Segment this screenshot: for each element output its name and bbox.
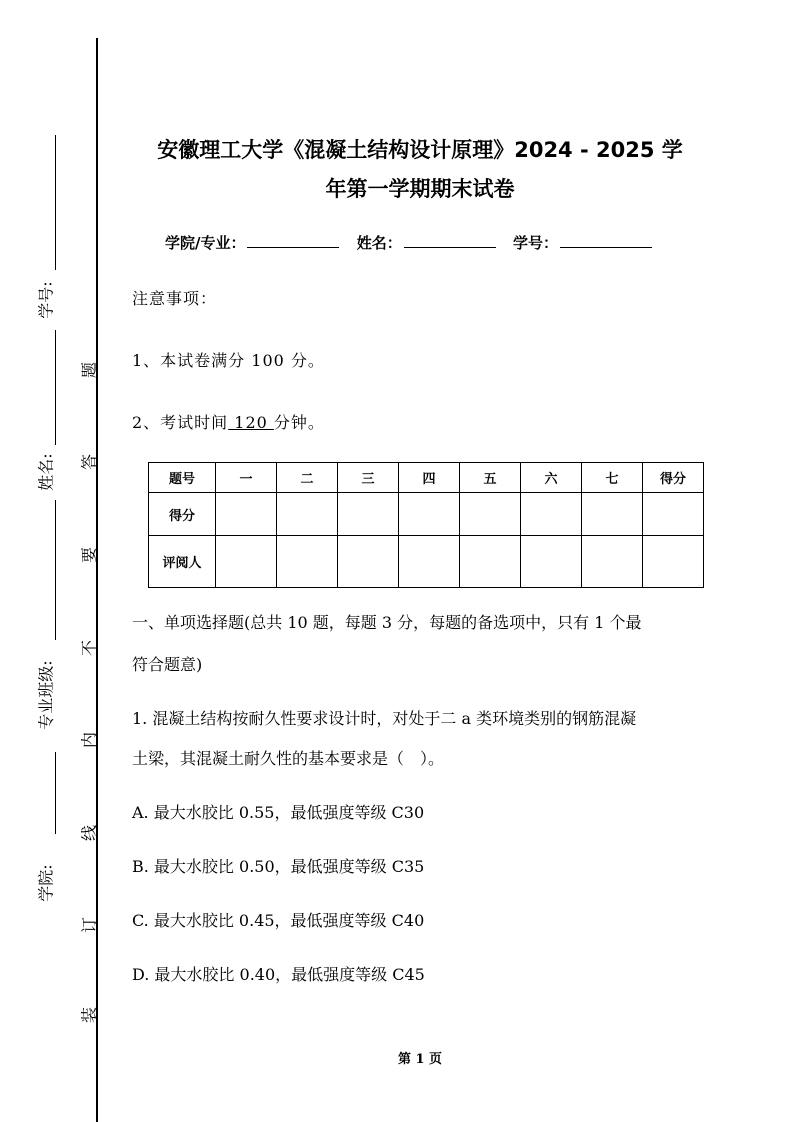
grader-cell xyxy=(277,536,338,588)
binding-char: 题 xyxy=(79,361,99,379)
score-cell xyxy=(338,493,399,536)
binding-char: 要 xyxy=(79,546,99,564)
table-row xyxy=(149,493,704,536)
score-cell xyxy=(399,493,460,536)
section1-heading: 一、单项选择题(总共 10 题，每题 3 分，每题的备选项中，只有 1 个最 xyxy=(132,613,642,632)
note-1: 1、本试卷满分 100 分。 xyxy=(132,351,325,370)
question1-stem-cont: 土梁，其混凝土耐久性的基本要求是（ ）。 xyxy=(132,749,445,768)
note-2-suffix: 分钟。 xyxy=(273,413,325,432)
binding-char: 订 xyxy=(79,916,99,934)
exam-title-line2: 年第一学期期末试卷 xyxy=(325,177,515,201)
name-blank[interactable] xyxy=(404,233,496,248)
margin-field-id: 学号: xyxy=(36,281,56,319)
margin-field-class: 专业班级: xyxy=(36,660,56,730)
grader-cell xyxy=(460,536,521,588)
margin-field-name: 姓名: xyxy=(36,453,56,491)
table-header-row xyxy=(149,463,704,493)
score-cell xyxy=(277,493,338,536)
page-number: 第 1 页 xyxy=(397,1052,443,1067)
table-header: 题号 xyxy=(149,463,216,493)
grader-cell xyxy=(338,536,399,588)
exam-title-line1: 安徽理工大学《混凝土结构设计原理》2024 - 2025 学 xyxy=(157,138,683,162)
table-header: 五 xyxy=(460,463,521,493)
score-table xyxy=(148,462,704,588)
margin-field-college: 学院: xyxy=(36,864,56,902)
id-blank[interactable] xyxy=(560,233,652,248)
option-b: B. 最大水胶比 0.50，最低强度等级 C35 xyxy=(132,857,425,876)
fill-line xyxy=(55,135,56,270)
option-c: C. 最大水胶比 0.45，最低强度等级 C40 xyxy=(132,911,425,930)
fill-line xyxy=(55,500,56,640)
table-header: 二 xyxy=(277,463,338,493)
exam-duration: 120 xyxy=(228,413,274,432)
grader-cell xyxy=(521,536,582,588)
table-header: 得分 xyxy=(643,463,704,493)
binding-char: 装 xyxy=(79,1006,99,1024)
option-d: D. 最大水胶比 0.40，最低强度等级 C45 xyxy=(132,965,425,984)
table-row xyxy=(149,536,704,588)
row-label: 评阅人 xyxy=(149,536,216,588)
note-2 xyxy=(132,410,325,433)
grader-cell xyxy=(399,536,460,588)
score-cell xyxy=(216,493,277,536)
binding-char: 线 xyxy=(79,824,99,842)
table-header: 一 xyxy=(216,463,277,493)
row-label: 得分 xyxy=(149,493,216,536)
score-cell xyxy=(521,493,582,536)
grader-cell xyxy=(582,536,643,588)
score-cell xyxy=(582,493,643,536)
grader-cell xyxy=(216,536,277,588)
fill-line xyxy=(55,752,56,834)
college-label: 学院/专业： xyxy=(165,234,246,252)
binding-char: 不 xyxy=(79,639,99,657)
binding-char: 答 xyxy=(79,453,99,471)
score-cell xyxy=(643,493,704,536)
section1-heading-cont: 符合题意) xyxy=(132,655,203,674)
score-cell xyxy=(460,493,521,536)
note-2-prefix: 2、考试时间 xyxy=(132,413,229,432)
student-info xyxy=(165,232,664,253)
table-header: 六 xyxy=(521,463,582,493)
id-label: 学号： xyxy=(512,234,558,252)
notes-heading: 注意事项： xyxy=(132,289,218,308)
grader-cell xyxy=(643,536,704,588)
name-label: 姓名： xyxy=(356,234,402,252)
table-header: 七 xyxy=(582,463,643,493)
table-header: 三 xyxy=(338,463,399,493)
fill-line xyxy=(55,330,56,445)
table-header: 四 xyxy=(399,463,460,493)
binding-line xyxy=(96,38,98,1122)
option-a: A. 最大水胶比 0.55，最低强度等级 C30 xyxy=(132,803,425,822)
question1-stem: 1. 混凝土结构按耐久性要求设计时，对处于二 a 类环境类别的钢筋混凝 xyxy=(132,709,637,728)
binding-char: 内 xyxy=(79,731,99,749)
college-blank[interactable] xyxy=(247,233,339,248)
